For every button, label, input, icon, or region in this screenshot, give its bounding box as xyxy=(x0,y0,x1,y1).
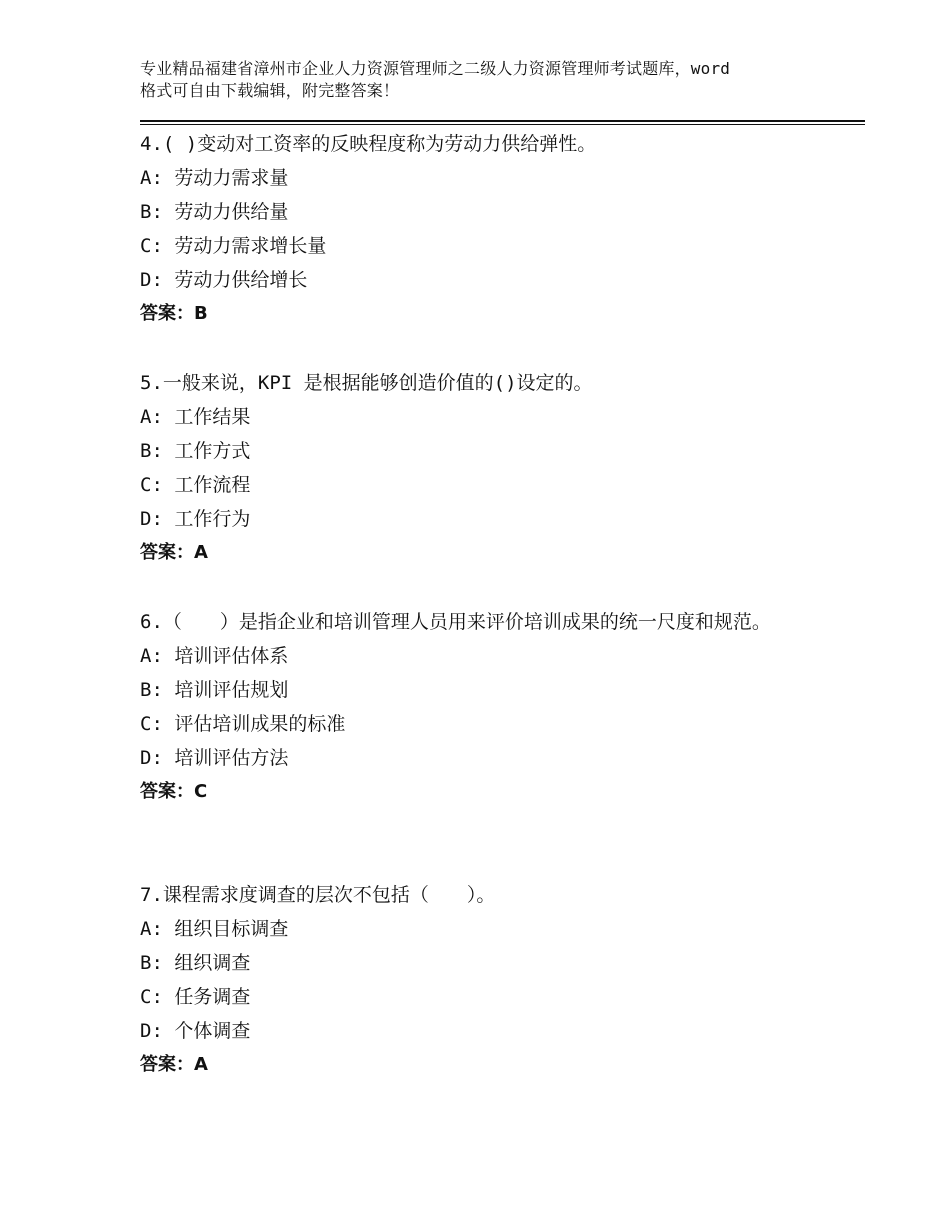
option-c: C: 任务调查 xyxy=(140,986,251,1008)
answer-text: 答案：C xyxy=(140,781,208,802)
option-a: A: 培训评估体系 xyxy=(140,645,289,667)
option-d: D: 劳动力供给增长 xyxy=(140,269,308,291)
question-stem: 4.( )变动对工资率的反映程度称为劳动力供给弹性。 xyxy=(140,133,597,155)
header-divider-thick xyxy=(140,120,865,122)
option-d: D: 工作行为 xyxy=(140,508,251,530)
option-c: C: 评估培训成果的标准 xyxy=(140,713,346,735)
option-a: A: 劳动力需求量 xyxy=(140,167,289,189)
question-block xyxy=(140,366,830,570)
question-stem: 6.（ ）是指企业和培训管理人员用来评价培训成果的统一尺度和规范。 xyxy=(140,611,771,633)
option-b: B: 组织调查 xyxy=(140,952,251,974)
header-line-2: 格式可自由下载编辑，附完整答案！ xyxy=(140,81,400,100)
question-block xyxy=(140,127,830,331)
document-header xyxy=(140,58,830,102)
option-b: B: 劳动力供给量 xyxy=(140,201,289,223)
option-d: D: 培训评估方法 xyxy=(140,747,289,769)
question-stem: 5.一般来说，KPI 是根据能够创造价值的()设定的。 xyxy=(140,372,593,394)
header-line-1: 专业精品福建省漳州市企业人力资源管理师之二级人力资源管理师考试题库，word xyxy=(140,59,731,78)
question-block xyxy=(140,605,830,809)
option-b: B: 培训评估规划 xyxy=(140,679,289,701)
option-c: C: 劳动力需求增长量 xyxy=(140,235,327,257)
question-block xyxy=(140,878,830,1082)
answer-text: 答案：B xyxy=(140,303,208,324)
answer-text: 答案：A xyxy=(140,1054,208,1075)
option-b: B: 工作方式 xyxy=(140,440,251,462)
option-d: D: 个体调查 xyxy=(140,1020,251,1042)
option-a: A: 工作结果 xyxy=(140,406,251,428)
answer-text: 答案：A xyxy=(140,542,208,563)
question-stem: 7.课程需求度调查的层次不包括（ ）。 xyxy=(140,884,496,906)
header-divider-thin xyxy=(140,124,865,125)
option-c: C: 工作流程 xyxy=(140,474,251,496)
option-a: A: 组织目标调查 xyxy=(140,918,289,940)
